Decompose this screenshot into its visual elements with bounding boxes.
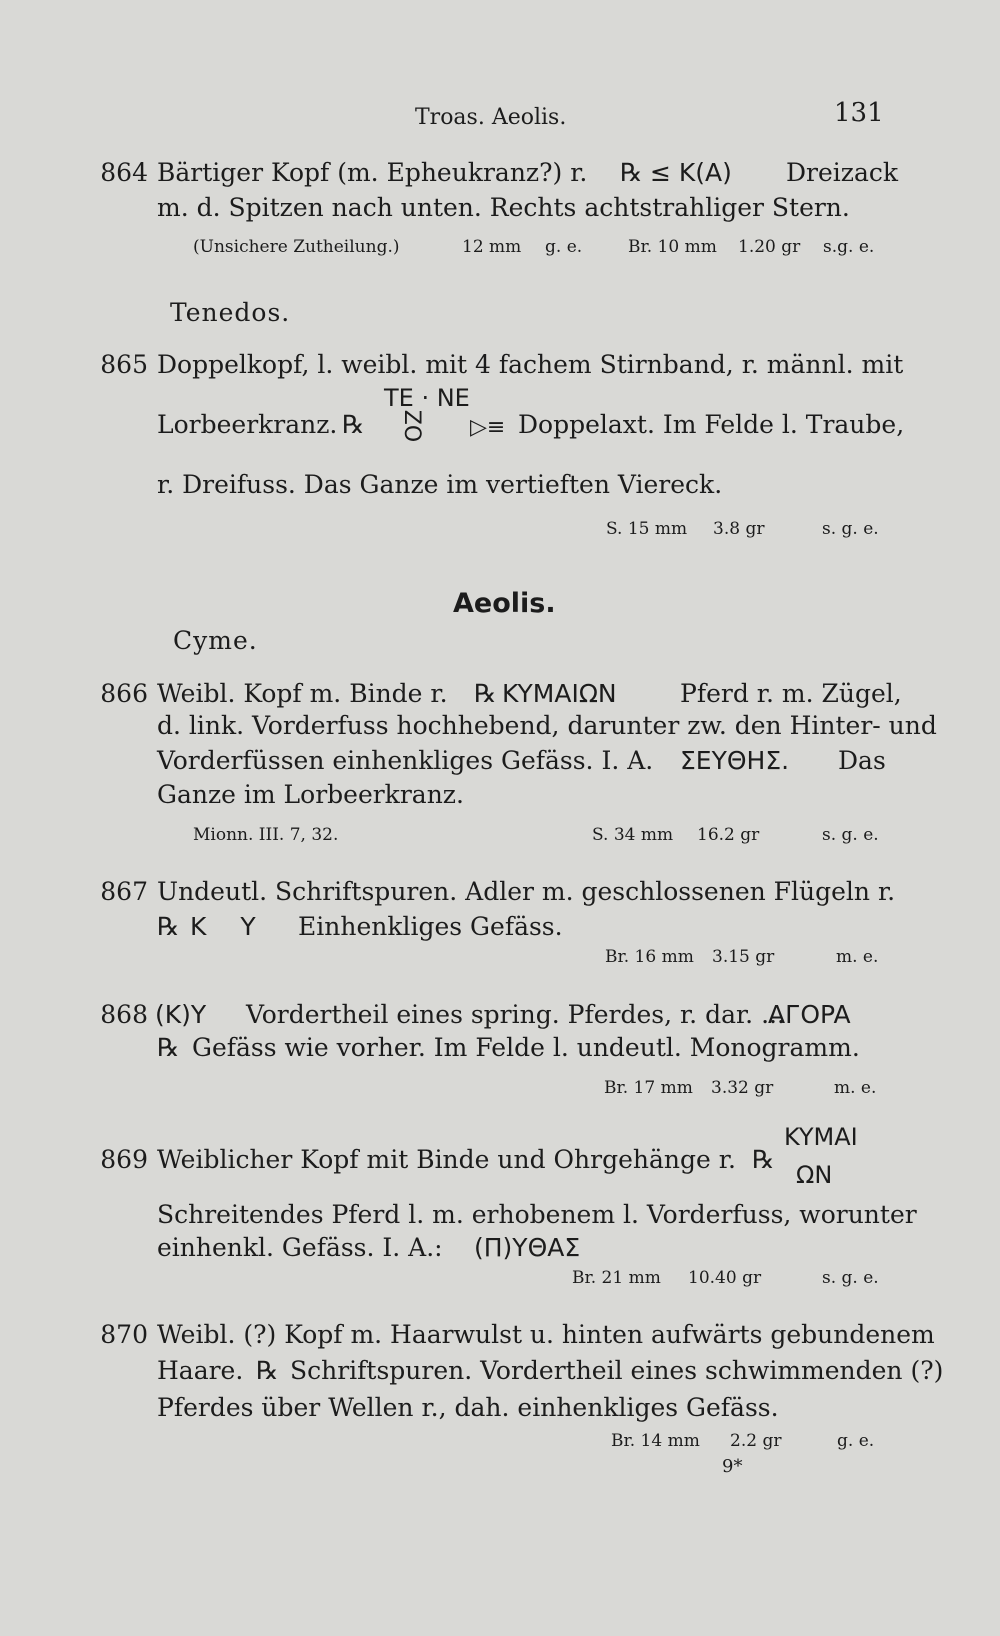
entry-size: 12 mm bbox=[462, 237, 522, 257]
reverse-sign: ℞ bbox=[474, 679, 497, 708]
greek-inscription: KYMAIΩN bbox=[502, 679, 617, 708]
entry-number: 867 bbox=[100, 877, 148, 906]
entry-text: Doppelaxt. Im Felde l. Traube, bbox=[518, 410, 905, 439]
entry-weight: 3.8 gr bbox=[713, 519, 765, 539]
entry-weight: 2.2 gr bbox=[730, 1431, 782, 1451]
entry-size: Br. 21 mm bbox=[572, 1268, 661, 1288]
entry-preservation: g. e. bbox=[837, 1431, 875, 1451]
entry-size: Br. 14 mm bbox=[611, 1431, 700, 1451]
greek-inscription: AГOPA bbox=[768, 1000, 851, 1029]
entry-number: 864 bbox=[100, 158, 148, 187]
entry-text: Pferd r. m. Zügel, bbox=[680, 679, 902, 708]
entry-text: Schreitendes Pferd l. m. erhobenem l. Vorderfuss, worunter bbox=[157, 1200, 917, 1229]
entry-obverse: Weibl. (?) Kopf m. Haarwulst u. hinten aufwärts gebundenem bbox=[157, 1320, 935, 1349]
entry-reference: Mionn. III. 7, 32. bbox=[193, 825, 339, 845]
entry-weight: 1.20 gr bbox=[738, 237, 801, 257]
entry-size: S. 34 mm bbox=[592, 825, 674, 845]
entry-obverse: Vordertheil eines spring. Pferdes, r. dar. ... bbox=[246, 1000, 785, 1029]
entry-size: S. 15 mm bbox=[606, 519, 688, 539]
entry-text: Einhenkliges Gefäss. bbox=[298, 912, 563, 941]
entry-text: m. d. Spitzen nach unten. Rechts achtstrahliger Stern. bbox=[157, 193, 850, 222]
entry-size: Br. 16 mm bbox=[605, 947, 694, 967]
monogram-top: TE · NE bbox=[384, 384, 470, 412]
entry-number: 870 bbox=[100, 1320, 148, 1349]
region-heading: Aeolis. bbox=[453, 588, 556, 619]
entry-preservation: m. e. bbox=[834, 1078, 877, 1098]
entry-preservation: s.g. e. bbox=[823, 237, 875, 257]
entry-text: Das bbox=[838, 746, 886, 775]
entry-number: 866 bbox=[100, 679, 148, 708]
entry-number: 868 bbox=[100, 1000, 148, 1029]
greek-inscription: KYMAI bbox=[784, 1123, 858, 1151]
greek-inscription: (Π)YΘAΣ bbox=[474, 1233, 581, 1262]
greek-inscription: ΩN bbox=[796, 1161, 833, 1189]
entry-preservation: s. g. e. bbox=[822, 519, 879, 539]
reverse-sign: ℞ bbox=[620, 158, 643, 187]
greek-inscription: (K)Y bbox=[155, 1000, 207, 1029]
monogram-right: ▷≡ bbox=[470, 415, 506, 440]
entry-text: Pferdes über Wellen r., dah. einhenkliges Gefäss. bbox=[157, 1393, 779, 1422]
entry-note: (Unsichere Zutheilung.) bbox=[193, 237, 400, 257]
entry-text: d. link. Vorderfuss hochhebend, darunter zw. den Hinter- und bbox=[157, 711, 937, 740]
entry-preservation: s. g. e. bbox=[822, 825, 879, 845]
entry-text: Haare. bbox=[157, 1356, 244, 1385]
entry-obverse: Weibl. Kopf m. Binde r. bbox=[157, 679, 448, 708]
reverse-sign: ℞ bbox=[342, 410, 365, 439]
entry-text: Lorbeerkranz. bbox=[157, 410, 338, 439]
entry-text: Vorderfüssen einhenkliges Gefäss. I. A. bbox=[157, 746, 654, 775]
entry-text: Gefäss wie vorher. Im Felde l. undeutl. Monogramm. bbox=[192, 1033, 860, 1062]
entry-size: Br. 10 mm bbox=[628, 237, 717, 257]
entry-text: einhenkl. Gefäss. I. A.: bbox=[157, 1233, 443, 1262]
section-heading: Tenedos. bbox=[170, 298, 291, 327]
entry-text: Schriftspuren. Vordertheil eines schwimmenden (?) bbox=[290, 1356, 944, 1385]
reverse-sign: ℞ bbox=[157, 1033, 180, 1062]
signature-mark: 9* bbox=[722, 1456, 743, 1477]
entry-obverse: Weiblicher Kopf mit Binde und Ohrgehänge r. bbox=[157, 1145, 736, 1174]
page-number: 131 bbox=[834, 98, 884, 128]
entry-number: 865 bbox=[100, 350, 148, 379]
reverse-sign: ℞ bbox=[256, 1356, 279, 1385]
greek-inscription: K Y bbox=[190, 912, 256, 941]
entry-size: Br. 17 mm bbox=[604, 1078, 693, 1098]
entry-weight: 3.15 gr bbox=[712, 947, 775, 967]
entry-preservation: s. g. e. bbox=[822, 1268, 879, 1288]
entry-text: Ganze im Lorbeerkranz. bbox=[157, 780, 464, 809]
entry-preservation: m. e. bbox=[836, 947, 879, 967]
reverse-sign: ℞ bbox=[752, 1145, 775, 1174]
entry-text: Dreizack bbox=[786, 158, 899, 187]
monogram-left: ZO bbox=[399, 409, 425, 443]
entry-obverse: Doppelkopf, l. weibl. mit 4 fachem Stirnband, r. männl. mit bbox=[157, 350, 904, 379]
entry-obverse: Bärtiger Kopf (m. Epheukranz?) r. bbox=[157, 158, 588, 187]
entry-number: 869 bbox=[100, 1145, 148, 1174]
entry-weight: 16.2 gr bbox=[697, 825, 760, 845]
entry-weight: 10.40 gr bbox=[688, 1268, 762, 1288]
entry-text: r. Dreifuss. Das Ganze im vertieften Viereck. bbox=[157, 470, 723, 499]
greek-inscription: ≤ K(A) bbox=[650, 158, 732, 187]
entry-weight: 3.32 gr bbox=[711, 1078, 774, 1098]
section-heading: Cyme. bbox=[173, 626, 258, 655]
entry-obverse: Undeutl. Schriftspuren. Adler m. geschlossenen Flügeln r. bbox=[157, 877, 896, 906]
running-header: Troas. Aeolis. bbox=[415, 105, 567, 130]
reverse-sign: ℞ bbox=[157, 912, 180, 941]
entry-preservation: g. e. bbox=[545, 237, 583, 257]
greek-inscription: ΣEYΘHΣ. bbox=[680, 746, 790, 775]
